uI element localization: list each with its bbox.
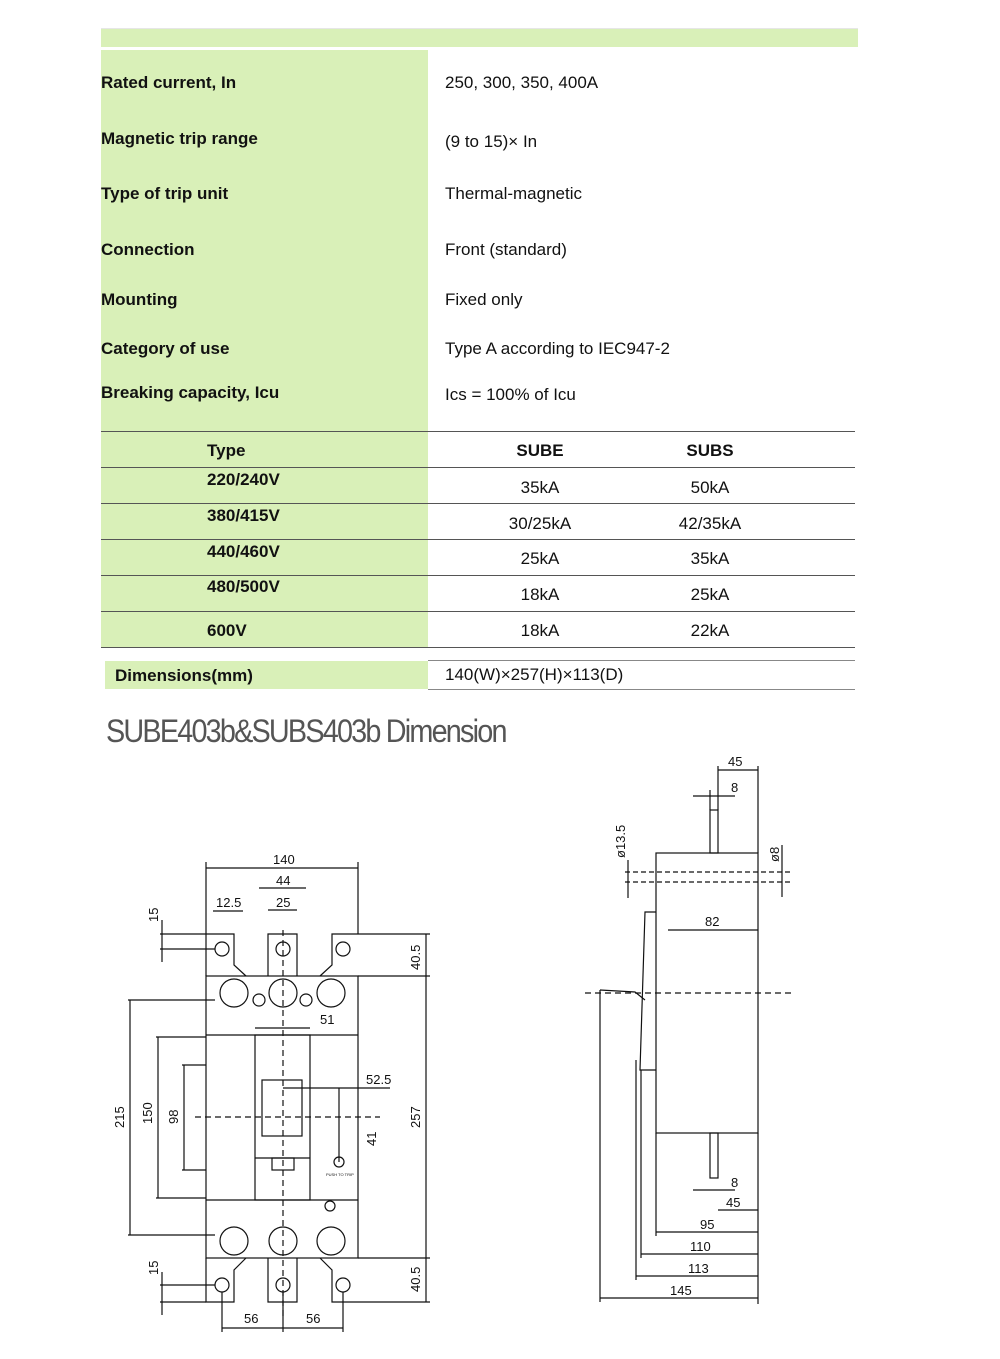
push-to-trip-label: PUSH TO TRIP bbox=[326, 1172, 354, 1177]
spec-value: (9 to 15)× In bbox=[445, 132, 538, 151]
spec-value: Type A according to IEC947-2 bbox=[445, 339, 670, 358]
spec-value: Fixed only bbox=[445, 290, 523, 309]
spec-label: Category of use bbox=[101, 339, 230, 358]
dim-label: 98 bbox=[166, 1109, 181, 1124]
dim-label: 110 bbox=[690, 1239, 711, 1254]
dimensions-label: Dimensions(mm) bbox=[115, 666, 253, 685]
dim-label: 25 bbox=[276, 895, 291, 910]
voltage: 480/500V bbox=[207, 577, 280, 596]
spec-value: Thermal-magnetic bbox=[445, 184, 582, 203]
dim-label: 82 bbox=[705, 914, 720, 929]
spec-value: Ics = 100% of Icu bbox=[445, 385, 576, 404]
dim-label: 40.5 bbox=[408, 1266, 423, 1292]
dim-label: 51 bbox=[320, 1012, 335, 1027]
spec-label: Mounting bbox=[101, 290, 178, 309]
sube-value: 18kA bbox=[520, 585, 560, 604]
subs-value: 35kA bbox=[690, 549, 730, 568]
dim-label: 257 bbox=[408, 1106, 423, 1128]
subs-value: 22kA bbox=[690, 621, 730, 640]
dim-label: ø13.5 bbox=[613, 824, 628, 858]
dim-label: 15 bbox=[146, 907, 161, 922]
dim-label: 113 bbox=[688, 1261, 709, 1276]
dim-label: 215 bbox=[112, 1106, 127, 1128]
dim-label: 56 bbox=[244, 1311, 259, 1326]
spec-label: Rated current, In bbox=[101, 73, 237, 92]
spec-value: Front (standard) bbox=[445, 240, 567, 259]
dim-label: 52.5 bbox=[366, 1072, 392, 1087]
col-header-subs: SUBS bbox=[686, 441, 734, 460]
dim-label: ø8 bbox=[767, 846, 782, 862]
voltage: 600V bbox=[207, 621, 247, 640]
subs-value: 50kA bbox=[690, 478, 730, 497]
subs-value: 25kA bbox=[690, 585, 730, 604]
spec-value: 250, 300, 350, 400A bbox=[445, 73, 599, 92]
dim-label: 95 bbox=[700, 1217, 715, 1232]
voltage: 380/415V bbox=[207, 506, 280, 525]
dim-label: 150 bbox=[140, 1102, 155, 1124]
subs-value: 42/35kA bbox=[678, 514, 742, 533]
dim-label: 44 bbox=[276, 873, 291, 888]
sube-value: 35kA bbox=[520, 478, 560, 497]
voltage: 220/240V bbox=[207, 470, 280, 489]
dim-label: 40.5 bbox=[408, 944, 423, 970]
sube-value: 25kA bbox=[520, 549, 560, 568]
spec-label: Type of trip unit bbox=[101, 184, 229, 203]
spec-label: Magnetic trip range bbox=[101, 129, 258, 148]
col-header-type: Type bbox=[207, 441, 246, 460]
col-header-sube: SUBE bbox=[516, 441, 564, 460]
dim-label: 45 bbox=[726, 1195, 741, 1210]
voltage: 440/460V bbox=[207, 542, 280, 561]
sube-value: 18kA bbox=[520, 621, 560, 640]
dim-label: 8 bbox=[731, 1175, 739, 1190]
drawing-title: SUBE403b&SUBS403b Dimension bbox=[106, 713, 506, 749]
dim-label: 56 bbox=[306, 1311, 321, 1326]
dim-label: 8 bbox=[731, 780, 739, 795]
dim-label: 140 bbox=[273, 852, 295, 867]
dim-label: 145 bbox=[670, 1283, 692, 1298]
spec-label: Connection bbox=[101, 240, 195, 259]
sube-value: 30/25kA bbox=[508, 514, 572, 533]
dimensions-value: 140(W)×257(H)×113(D) bbox=[445, 665, 624, 684]
dim-label: 45 bbox=[728, 754, 743, 769]
spec-label: Breaking capacity, Icu bbox=[101, 383, 280, 402]
dim-label: 41 bbox=[364, 1131, 379, 1146]
dim-label: 15 bbox=[146, 1260, 161, 1275]
dim-label: 12.5 bbox=[216, 895, 242, 910]
